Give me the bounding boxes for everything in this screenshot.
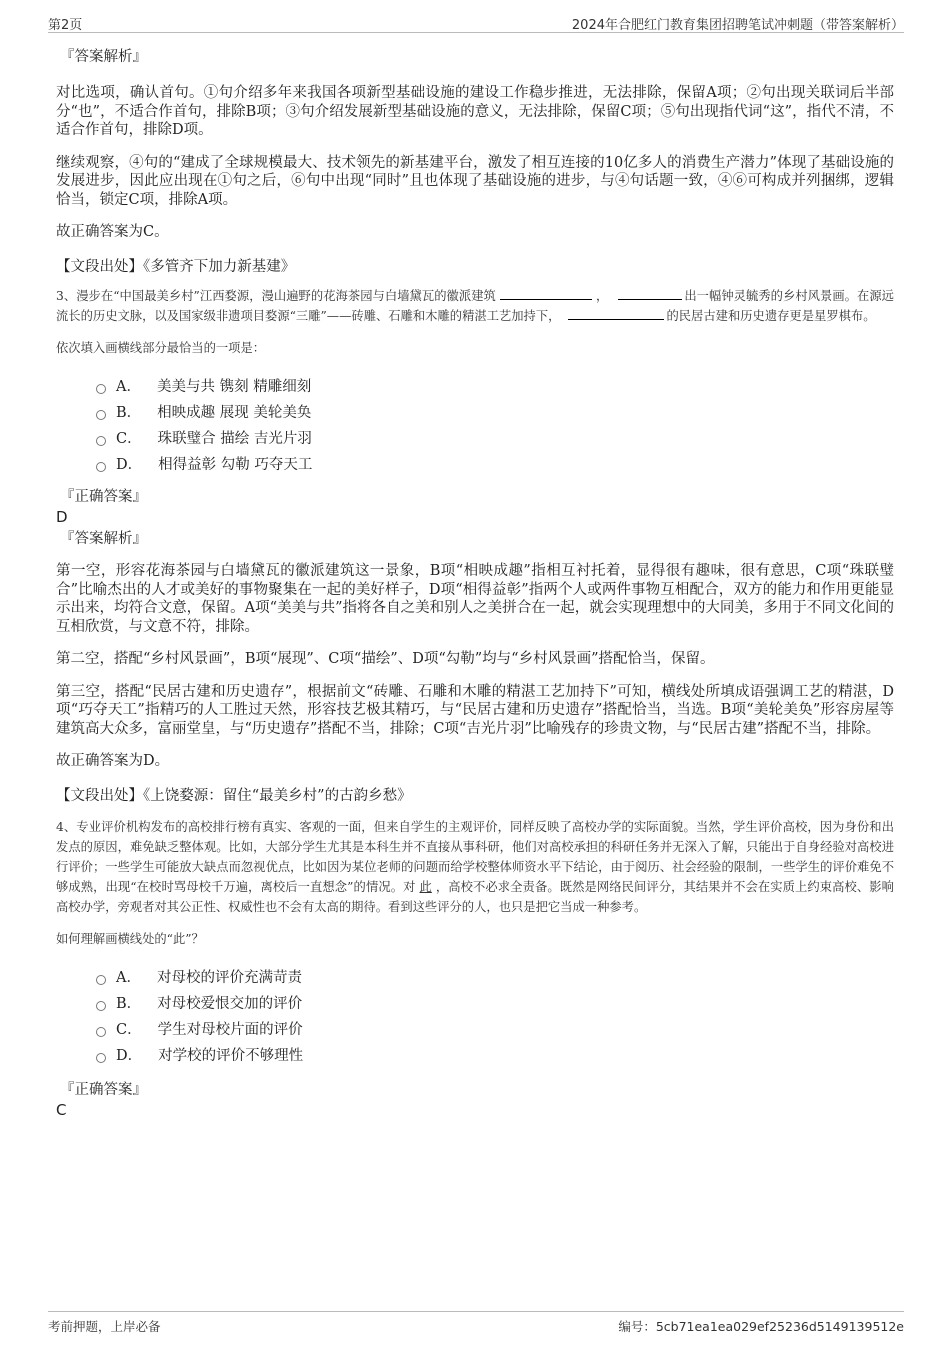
q3-option-c[interactable]: C． 珠联璧合 描绘 吉光片羽 [96, 426, 894, 452]
q4-option-c[interactable]: C． 学生对母校片面的评价 [96, 1017, 894, 1043]
q2-conclusion: 故正确答案为C。 [56, 224, 169, 240]
q4-answer: C [56, 1101, 67, 1119]
document-id: 编号：5cb71ea1ea029ef25236d5149139512e [618, 1319, 904, 1334]
q3-blank-3 [568, 307, 664, 320]
q3-source: 【文段出处】《上饶婺源：留住“最美乡村”的古韵乡愁》 [56, 787, 412, 804]
correct-answer-label: 『正确答案』 [60, 1082, 147, 1098]
radio-icon[interactable] [96, 1001, 106, 1011]
radio-icon[interactable] [96, 975, 106, 985]
page-number: 第2页 [48, 18, 83, 33]
radio-icon[interactable] [96, 410, 106, 420]
analysis-label: 『答案解析』 [60, 49, 147, 65]
q3-option-b[interactable]: B． 相映成趣 展现 美轮美奂 [96, 400, 894, 426]
q3-analysis-para1: 第一空，形容花海茶园与白墙黛瓦的徽派建筑这一景象，B项“相映成趣”指相互衬托着，显得很有趣味，很有意思，C项“珠联璧合”比喻杰出的人才或美好的事物聚集在一起的美好样子，D项“相得益彰”指两个人或两件事物互相配合，双方的能力和作用更能显示出来，均符合文意，保留。A项“美美与共”指将各自之美和别人之美拼合在一起，就会实现理想中的大同美，多用于不同文化间的互相欣赏，与文意不符，排除。 [56, 563, 894, 635]
q4-underlined-word: 此 [419, 880, 432, 894]
footer-slogan: 考前押题，上岸必备 [48, 1319, 161, 1334]
q4-option-a[interactable]: A． 对母校的评价充满苛责 [96, 965, 894, 991]
page-content [56, 42, 894, 1119]
q3-blank-1 [500, 287, 592, 300]
page-footer [48, 1311, 904, 1336]
q2-source: 【文段出处】《多管齐下加力新基建》 [56, 258, 296, 275]
q3-analysis-para2: 第二空，搭配“乡村风景画”，B项“展现”、C项“描绘”、D项“勾勒”均与“乡村风景画”搭配恰当，保留。 [56, 651, 715, 667]
q4-options [96, 965, 894, 1069]
document-title: 2024年合肥红门教育集团招聘笔试冲刺题（带答案解析） [571, 18, 904, 33]
q2-analysis-para2: 继续观察，④句的“建成了全球规模最大、技术领先的新基建平台，激发了相互连接的10亿多人的消费生产潜力”体现了基础设施的发展进步，因此应出现在①句之后，⑥句中出现“同时”且也体现了基础设施的进步，与④句话题一致，④⑥可构成并列捆绑，逻辑恰当，锁定C项，排除A项。 [56, 154, 894, 208]
q4-option-d[interactable]: D． 对学校的评价不够理性 [96, 1043, 894, 1069]
radio-icon[interactable] [96, 384, 106, 394]
q4-option-b[interactable]: B． 对母校爱恨交加的评价 [96, 991, 894, 1017]
q3-stem: 3、漫步在“中国最美乡村”江西婺源，漫山遍野的花海茶园与白墙黛瓦的徽派建筑 ， 出一幅钟灵毓秀的乡村风景画。在源远流长的历史文脉，以及国家级非遗项目婺源“三雕”——砖雕、石雕和木雕的精湛工艺加持下， 的民居古建和历史遗存更是星罗棋布。 [56, 289, 894, 323]
q3-options [96, 374, 894, 478]
q3-conclusion: 故正确答案为D。 [56, 753, 170, 769]
radio-icon[interactable] [96, 1053, 106, 1063]
radio-icon[interactable] [96, 436, 106, 446]
q3-option-d[interactable]: D． 相得益彰 勾勒 巧夺天工 [96, 452, 894, 478]
analysis-label: 『答案解析』 [60, 531, 147, 547]
q4-prompt: 如何理解画横线处的“此”？ [56, 932, 204, 946]
radio-icon[interactable] [96, 462, 106, 472]
q3-blank-2 [618, 287, 682, 300]
q3-analysis-para3: 第三空，搭配“民居古建和历史遗存”，根据前文“砖雕、石雕和木雕的精湛工艺加持下”可知，横线处所填成语强调工艺的精湛，D项“巧夺天工”指精巧的人工胜过天然，形容技艺极其精巧，与“民居古建和历史遗存”搭配恰当，当选。B项“美轮美奂”形容房屋等建筑高大众多，富丽堂皇，与“历史遗存”搭配不当，排除；C项“吉光片羽”比喻残存的珍贵文物，与“民居古建”搭配不当，排除。 [56, 683, 894, 737]
q4-stem: 4、专业评价机构发布的高校排行榜有真实、客观的一面，但来自学生的主观评价，同样反映了高校办学的实际面貌。当然，学生评价高校，因为身份和出发点的原因，难免缺乏整体观。比如，大部分学生尤其是本科生并不直接从事科研，他们对高校承担的科研任务并无深入了解，只能出于自身经验对高校进行评价；一些学生可能放大缺点而忽视优点，比如因为某位老师的问题而给学校整体师资水平下结论，由于阅历、社会经验的限制，一些学生的评价难免不够成熟，出现“在校时骂母校千万遍，离校后一直想念”的情况。对 此 ，高校不必求全责备。既然是网络民间评分，其结果并不会在实质上约束高校、影响高校办学，旁观者对其公正性、权威性也不会有太高的期待。看到这些评分的人，也只是把它当成一种参考。 [56, 820, 894, 914]
q3-prompt: 依次填入画横线部分最恰当的一项是： [56, 341, 266, 355]
q3-answer: D [56, 508, 68, 526]
radio-icon[interactable] [96, 1027, 106, 1037]
q2-analysis-para1: 对比选项，确认首句。①句介绍多年来我国各项新型基础设施的建设工作稳步推进，无法排除，保留A项；②句出现关联词后半部分“也”，不适合作首句，排除B项；③句介绍发展新型基础设施的意义，无法排除，保留C项；⑤句出现指代词“这”，指代不清，不适合作首句，排除D项。 [56, 85, 894, 138]
q3-option-a[interactable]: A． 美美与共 镌刻 精雕细刻 [96, 374, 894, 400]
correct-answer-label: 『正确答案』 [60, 489, 147, 505]
page-header [48, 10, 904, 33]
